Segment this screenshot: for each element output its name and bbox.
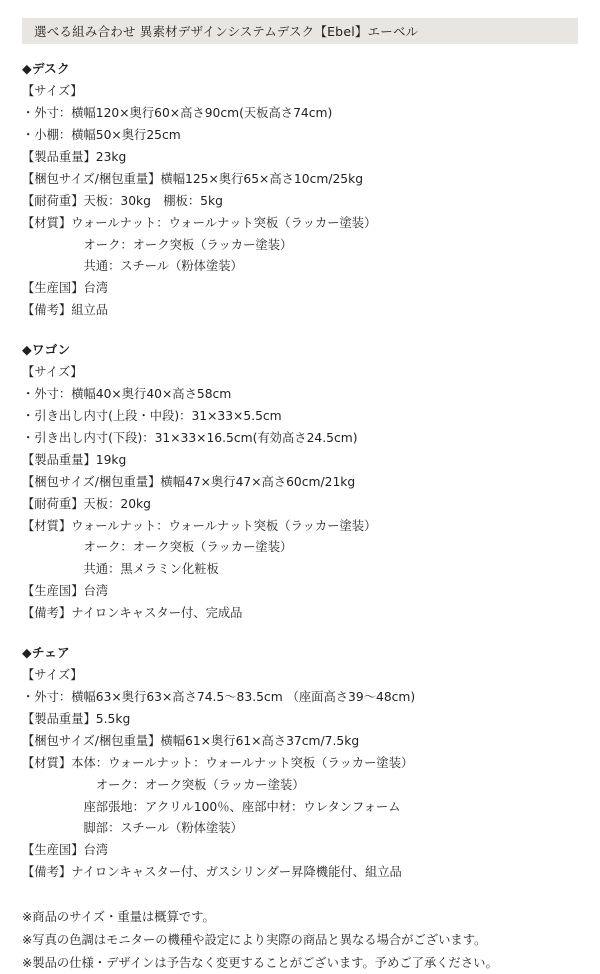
spec-line: 座部張地：アクリル100％、座部中材：ウレタンフォーム (22, 799, 401, 814)
disclaimer-notes (22, 906, 578, 974)
spec-line: オーク：オーク突板（ラッカー塗装） (22, 540, 293, 555)
spec-line: 【材質】ウォールナット：ウォールナット突板（ラッカー塗装） (22, 518, 377, 533)
spec-line: 【生産国】台湾 (22, 584, 109, 599)
spec-line: 【材質】本体：ウォールナット：ウォールナット突板（ラッカー塗装） (22, 755, 414, 770)
spec-line: 【備考】組立品 (22, 303, 109, 318)
section-heading: ◆デスク (22, 61, 70, 76)
spec-line: 【サイズ】 (22, 365, 83, 380)
spec-line: 【耐荷重】天板：20kg (22, 496, 151, 511)
spec-line: 【製品重量】23kg (22, 150, 127, 165)
spec-line: 【梱包サイズ/梱包重量】横幅47×奥行47×高さ60cm/21kg (22, 474, 356, 489)
spec-line: 【梱包サイズ/梱包重量】横幅125×奥行65×高さ10cm/25kg (22, 171, 364, 186)
spec-line: 【製品重量】5.5kg (22, 712, 131, 727)
spec-content (22, 44, 578, 884)
spec-section-desk (22, 58, 578, 322)
page-title-bar (22, 18, 578, 44)
spec-line: ・小棚：横幅50×奥行25cm (22, 128, 181, 143)
spec-line: オーク：オーク突板（ラッカー塗装） (22, 777, 305, 792)
section-heading: ◆ワゴン (22, 342, 71, 358)
spec-line: ・引き出し内寸(上段・中段)：31×33×5.5cm (22, 409, 282, 424)
spec-section-chair (22, 642, 578, 884)
spec-line: 【耐荷重】天板：30kg 棚板：5kg (22, 193, 223, 208)
spec-line: 【備考】ナイロンキャスター付、ガスシリンダー昇降機能付、組立品 (22, 865, 402, 880)
spec-line: ・外寸：横幅40×奥行40×高さ58cm (22, 387, 232, 402)
spec-line: 【サイズ】 (22, 84, 83, 99)
spec-line: オーク：オーク突板（ラッカー塗装） (22, 237, 293, 252)
spec-line: 【梱包サイズ/梱包重量】横幅61×奥行61×高さ37cm/7.5kg (22, 733, 360, 748)
spec-line: ・引き出し内寸(下段)：31×33×16.5cm(有効高さ24.5cm) (22, 431, 358, 446)
section-heading: ◆チェア (22, 644, 70, 660)
spec-line: ・外寸：横幅63×奥行63×高さ74.5～83.5cm （座面高さ39～48cm) (22, 690, 416, 705)
page-title: 選べる組み合わせ 異素材デザインシステムデスク【Ebel】エーベル (34, 24, 419, 39)
spec-line: 【備考】ナイロンキャスター付、完成品 (22, 606, 243, 621)
spec-line: 【材質】ウォールナット：ウォールナット突板（ラッカー塗装） (22, 215, 377, 230)
spec-line: 共通：スチール（粉体塗装） (22, 259, 243, 274)
spec-section-wagon (22, 339, 578, 625)
spec-line: 【製品重量】19kg (22, 452, 127, 467)
spec-line: 共通：黒メラミン化粧板 (22, 562, 219, 577)
spec-line: 脚部：スチール（粉体塗装） (22, 821, 243, 836)
spec-line: 【生産国】台湾 (22, 843, 109, 858)
spec-line: ・外寸：横幅120×奥行60×高さ90cm(天板高さ74cm) (22, 106, 333, 121)
product-spec-page (0, 18, 600, 970)
spec-line: 【生産国】台湾 (22, 281, 109, 296)
note-line: ※製品の仕様・デザインは予告なく変更することがございます。予めご了承ください。 (22, 955, 498, 970)
spec-line: 【サイズ】 (22, 668, 83, 683)
note-line: ※商品のサイズ・重量は概算です。 (22, 910, 215, 925)
note-line: ※写真の色調はモニターの機種や設定により実際の商品と異なる場合がございます。 (22, 932, 487, 947)
